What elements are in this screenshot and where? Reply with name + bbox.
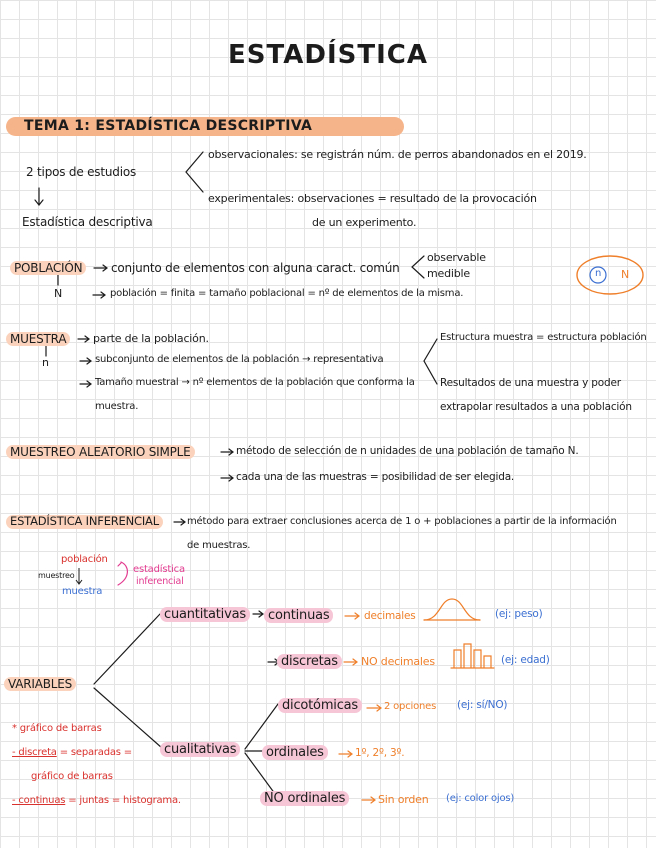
diagram-muestra: muestra: [62, 586, 103, 597]
note-discreta: [12, 748, 132, 758]
diagram-muestreo: muestreo: [38, 571, 75, 580]
muestra-label: MUESTRA: [6, 332, 70, 346]
var-cuantitativas: cuantitativas: [160, 607, 250, 622]
poblacion-def: conjunto de elementos con alguna caract. común: [111, 261, 400, 275]
muestra-right-1: Estructura muestra = estructura población: [440, 332, 647, 343]
note-grafico-barras: * gráfico de barras: [12, 723, 102, 734]
diagram-inferencial: inferencial: [136, 576, 184, 587]
inferencial-label: ESTADÍSTICA INFERENCIAL: [6, 515, 163, 529]
poblacion-size: población = finita = tamaño poblacional = nº de elementos de la misma.: [110, 288, 464, 299]
badge-N: N: [621, 268, 630, 281]
poblacion-observable: observable: [427, 251, 486, 264]
tipos-experimentales-cont: de un experimento.: [312, 216, 417, 229]
mas-line-1: método de selección de n unidades de una población de tamaño N.: [236, 445, 579, 457]
variables-label: VARIABLES: [4, 677, 76, 691]
var-discretas: discretas: [277, 654, 342, 669]
tipos-observacionales: observacionales: se registrán núm. de perros abandonados en el 2019.: [208, 148, 587, 161]
var-discretas-ej: (ej: edad): [501, 654, 550, 666]
var-continuas-desc: decimales: [364, 610, 416, 622]
var-continuas: continuas: [264, 608, 333, 623]
var-no-ordinales-desc: Sin orden: [378, 793, 429, 806]
var-dicotomicas-desc: 2 opciones: [384, 701, 437, 712]
page-title: ESTADÍSTICA: [228, 40, 428, 70]
muestra-right-2: Resultados de una muestra y poder: [440, 377, 621, 389]
var-no-ordinales-ej: (ej: color ojos): [446, 793, 515, 804]
mas-line-2: cada una de las muestras = posibilidad de ser elegida.: [236, 471, 515, 483]
var-ordinales-desc: 1º, 2º, 3º.: [355, 747, 405, 759]
mas-label: MUESTREO ALEATORIO SIMPLE: [6, 445, 195, 459]
tipos-lead: 2 tipos de estudios: [26, 165, 137, 179]
var-continuas-ej: (ej: peso): [495, 608, 543, 620]
var-dicotomicas: dicotómicas: [278, 698, 362, 713]
tema-heading: TEMA 1: ESTADÍSTICA DESCRIPTIVA: [24, 118, 313, 134]
badge-n: n: [595, 268, 602, 279]
poblacion-label: POBLACIÓN: [10, 261, 86, 275]
badge-oval: [577, 256, 643, 294]
muestra-line-2: subconjunto de elementos de la población → representativa: [95, 354, 384, 365]
muestra-line-3: Tamaño muestral → nº elementos de la población que conforma la: [95, 377, 415, 388]
muestra-symbol: n: [42, 356, 49, 369]
inferencial-line-2: de muestras.: [187, 540, 251, 551]
note-discreta-grafico: gráfico de barras: [31, 771, 113, 782]
muestra-line-3b: muestra.: [95, 401, 139, 412]
tipos-experimentales: experimentales: observaciones = resultado de la provocación: [208, 192, 537, 205]
note-continuas: [12, 796, 181, 806]
diagram-poblacion: población: [61, 554, 108, 565]
poblacion-symbol: N: [54, 287, 63, 300]
note-discreta-desc: = separadas =: [56, 747, 132, 758]
var-dicotomicas-ej: (ej: sí/NO): [457, 699, 508, 711]
note-discreta-term: - discreta: [12, 747, 57, 758]
note-continuas-desc: = juntas = histograma.: [65, 795, 181, 806]
var-discretas-desc: NO decimales: [361, 655, 435, 668]
var-no-ordinales: NO ordinales: [260, 791, 349, 806]
inferencial-line-1: método para extraer conclusiones acerca de 1 o + poblaciones a partir de la información: [187, 516, 617, 527]
tipos-result: Estadística descriptiva: [22, 215, 153, 229]
note-continuas-term: - continuas: [12, 795, 66, 806]
poblacion-medible: medible: [427, 267, 470, 280]
muestra-line-1: parte de la población.: [93, 332, 209, 345]
muestra-right-3: extrapolar resultados a una población: [440, 401, 632, 413]
var-cualitativas: cualitativas: [160, 742, 240, 757]
var-ordinales: ordinales: [262, 745, 328, 760]
diagram-estadistica: estadística: [133, 564, 185, 575]
